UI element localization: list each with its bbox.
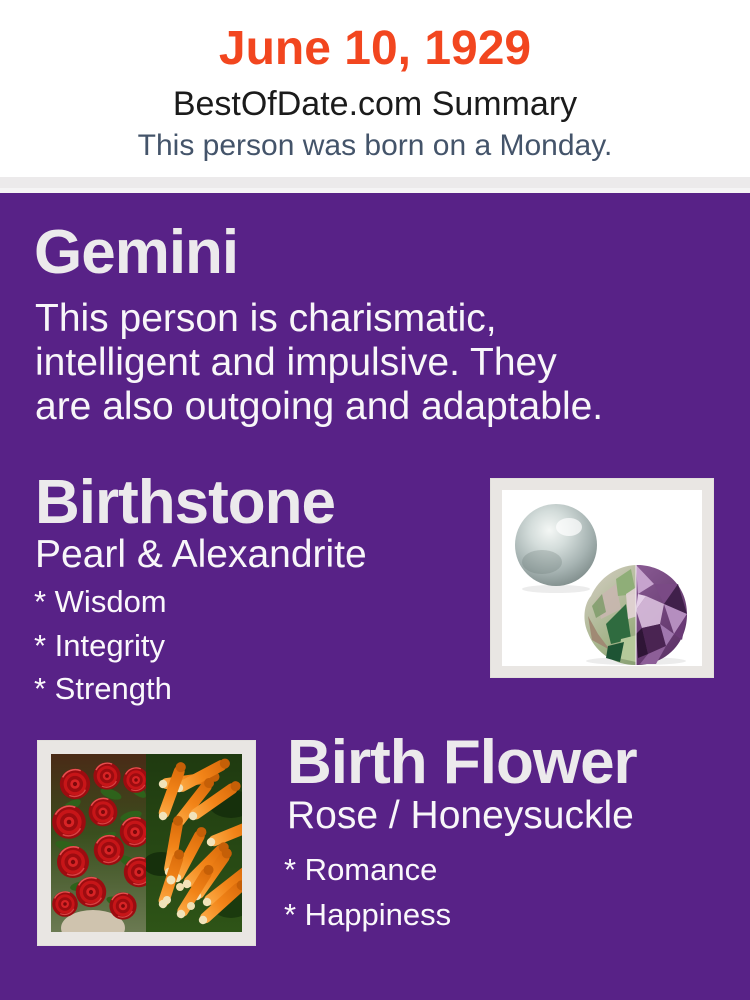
zodiac-description-line: intelligent and impulsive. They bbox=[35, 341, 557, 384]
zodiac-description-line: This person is charismatic, bbox=[35, 297, 497, 340]
site-summary-title: BestOfDate.com Summary bbox=[172, 85, 578, 123]
zodiac-description-line: are also outgoing and adaptable. bbox=[35, 385, 604, 428]
divider-bar bbox=[0, 177, 750, 188]
birthstone-heading: Birthstone bbox=[35, 468, 335, 537]
zodiac-sign-heading: Gemini bbox=[34, 218, 239, 287]
birth-flower-illustration bbox=[51, 754, 242, 932]
roses-photo-half bbox=[51, 754, 154, 932]
birthstone-trait: * Strength bbox=[34, 671, 172, 706]
birthstone-photo-frame bbox=[490, 478, 714, 678]
birth-flower-names: Rose / Honeysuckle bbox=[287, 794, 634, 837]
alexandrite-image bbox=[584, 565, 687, 665]
honeysuckle-photo-half bbox=[143, 754, 242, 932]
birthstone-trait: * Wisdom bbox=[34, 584, 167, 619]
weekday-note: This person was born on a Monday. bbox=[137, 129, 613, 162]
rose-and-honeysuckle-photo bbox=[51, 754, 242, 932]
page-title-date: June 10, 1929 bbox=[218, 22, 532, 75]
pearl-image bbox=[515, 504, 597, 586]
birthstone-names: Pearl & Alexandrite bbox=[35, 533, 367, 576]
birthstone-illustration bbox=[502, 490, 702, 666]
birthstone-trait: * Integrity bbox=[34, 628, 165, 663]
birth-flower-trait: * Romance bbox=[284, 852, 438, 887]
birth-flower-photo-frame bbox=[37, 740, 256, 946]
birth-flower-heading: Birth Flower bbox=[287, 728, 637, 797]
pearl-and-alexandrite-photo bbox=[502, 490, 702, 666]
birth-flower-trait: * Happiness bbox=[284, 897, 452, 932]
